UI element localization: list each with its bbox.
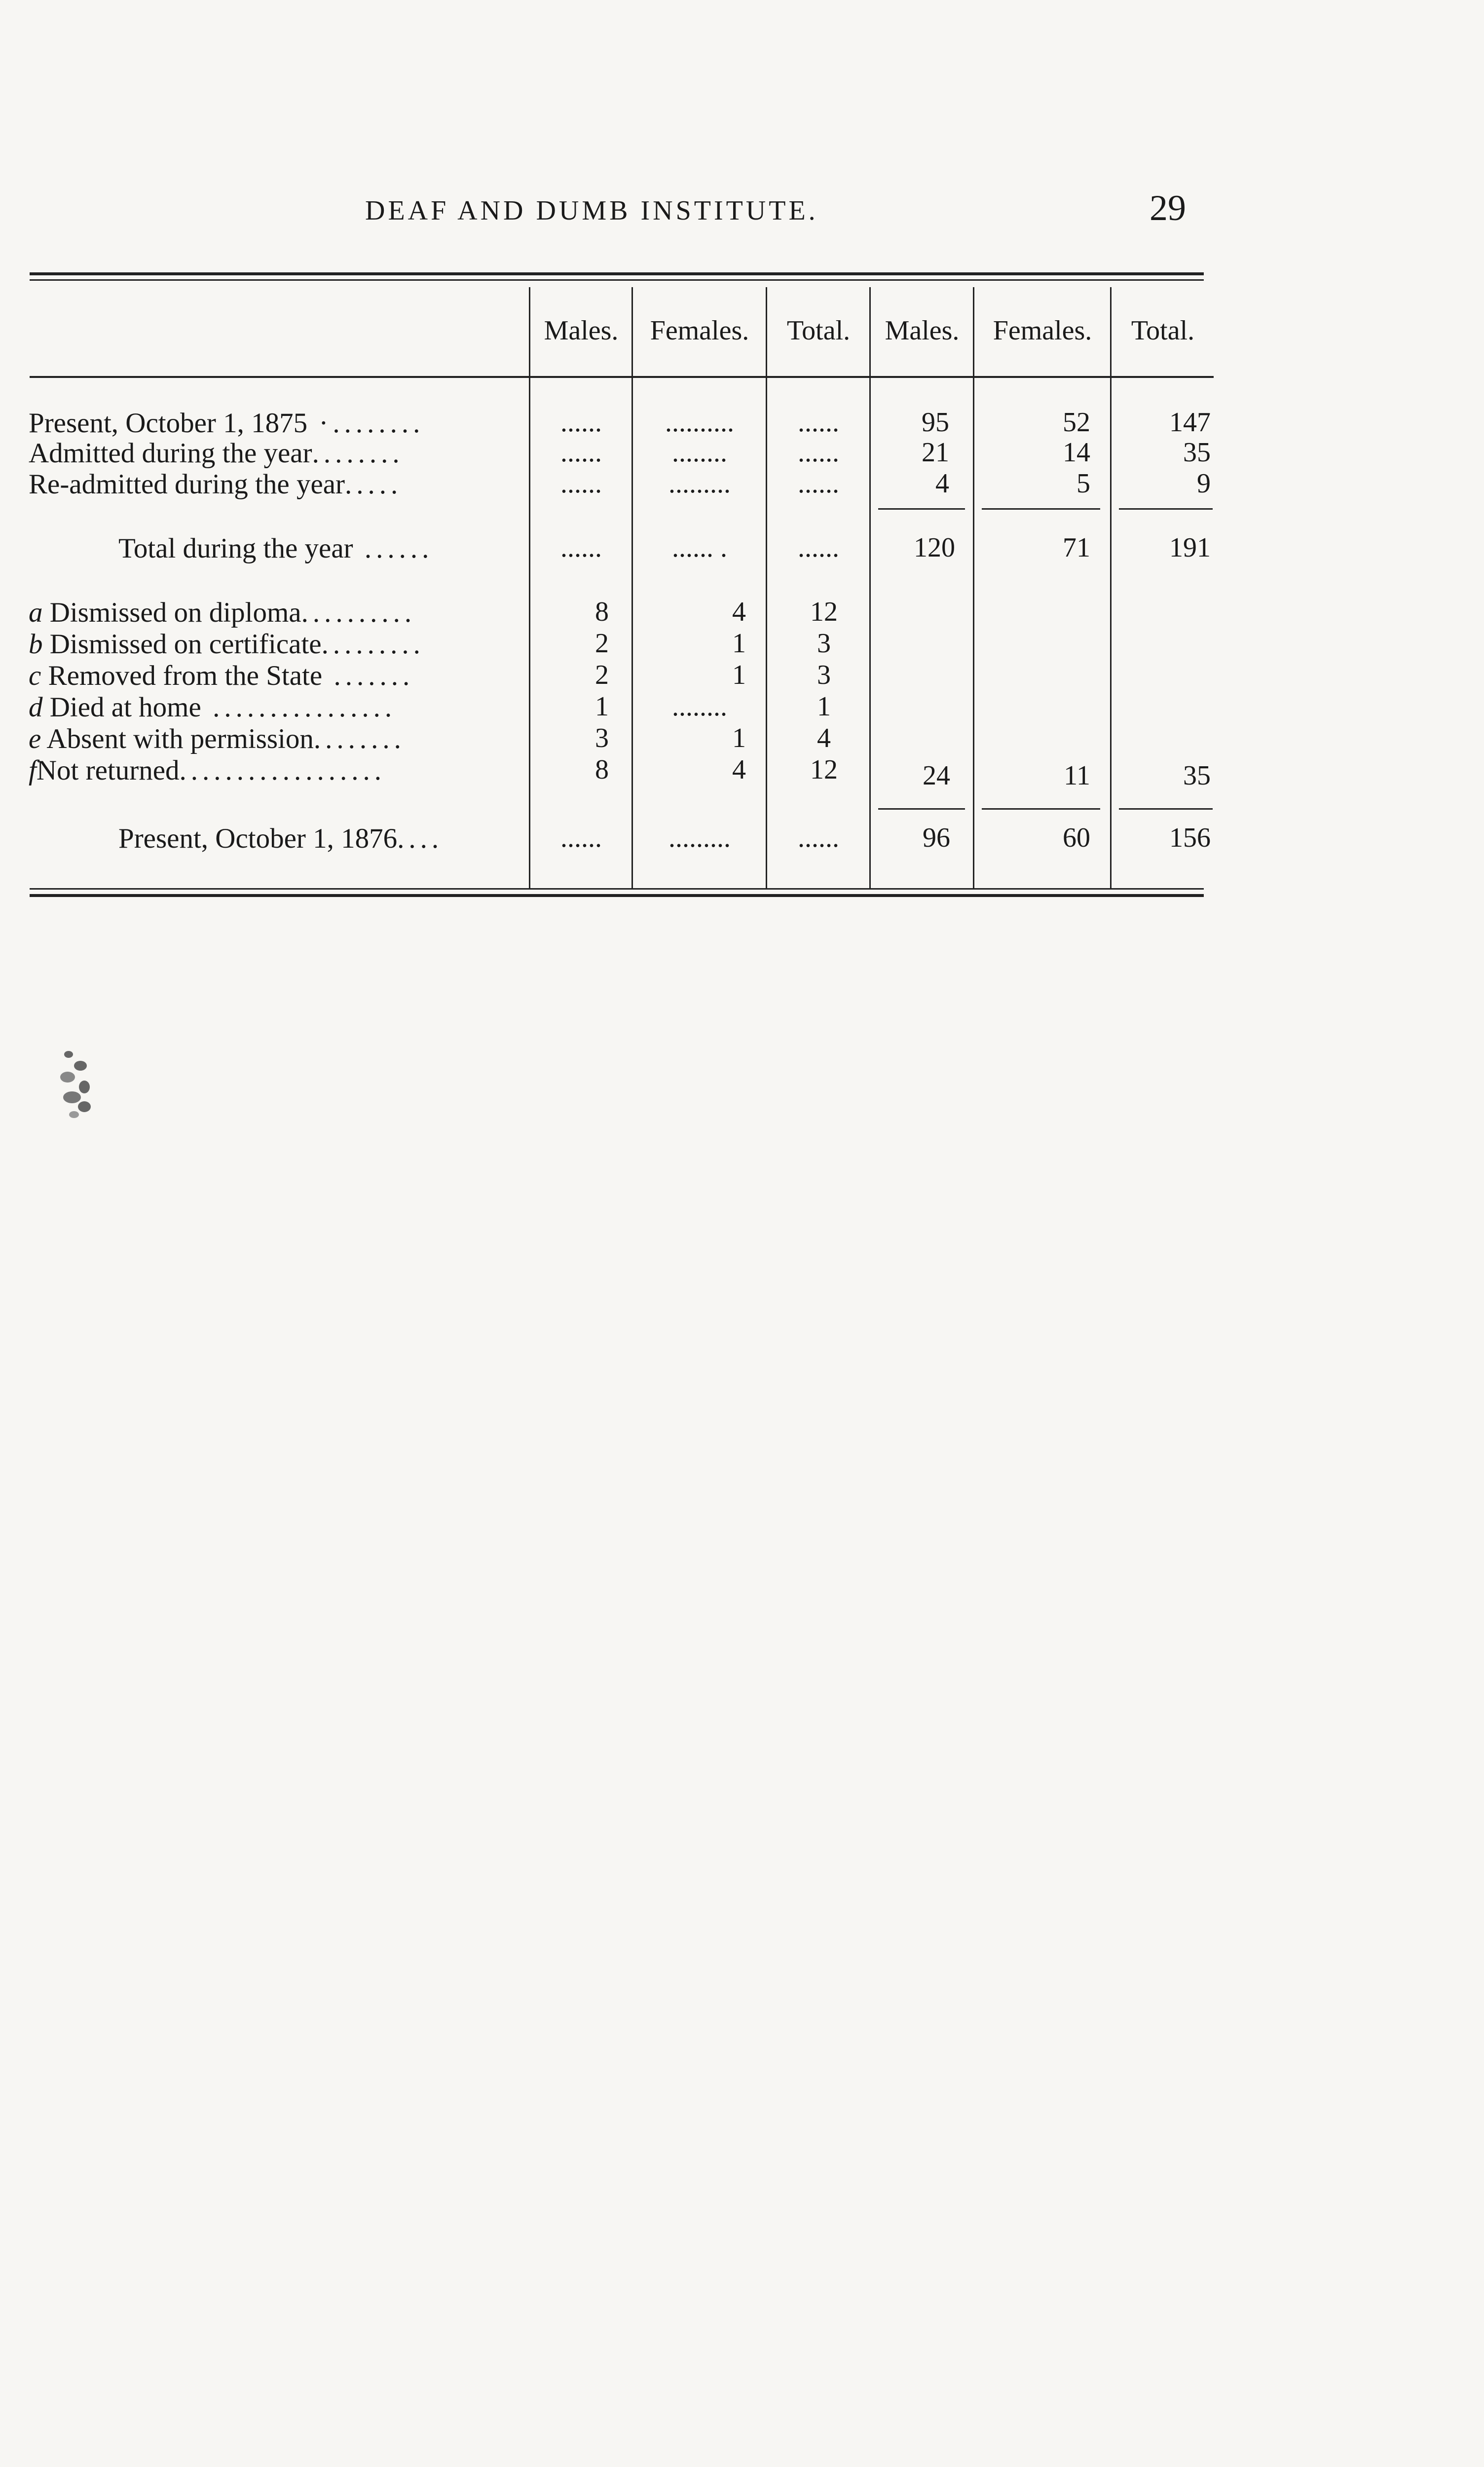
table-cell: ...... . xyxy=(672,532,727,563)
final-subtotal-rule xyxy=(1119,808,1213,810)
table-row-label: Total during the year ...... xyxy=(118,533,434,564)
table-cell: 3 xyxy=(595,723,609,753)
table-cell: ........ xyxy=(672,691,727,722)
table-cell: 71 xyxy=(1063,532,1090,563)
table-cell: 4 xyxy=(732,597,746,627)
table-cell: ...... xyxy=(560,532,602,563)
running-header-title: DEAF AND DUMB INSTITUTE. xyxy=(365,195,818,226)
table-cell: 1 xyxy=(595,691,609,722)
table-cell: 21 xyxy=(922,437,949,468)
table-cell: 24 xyxy=(923,760,950,791)
final-subtotal-rule xyxy=(878,808,965,810)
table-cell: 5 xyxy=(1076,468,1090,499)
column-header-total-2: Total. xyxy=(1131,315,1195,346)
header-underline xyxy=(30,376,1214,378)
table-row-label: Present, October 1, 1875 ·........ xyxy=(29,408,425,439)
table-cell: 52 xyxy=(1063,407,1090,438)
table-cell: ...... xyxy=(798,437,839,468)
table-cell: 4 xyxy=(817,723,831,753)
subtotal-rule xyxy=(878,508,965,510)
table-cell: 35 xyxy=(1183,437,1211,468)
table-cell: ...... xyxy=(798,532,839,563)
table-cell: ...... xyxy=(798,468,839,499)
table-row-label: c Removed from the State ....... xyxy=(29,660,414,691)
table-row-label: d Died at home ................ xyxy=(29,692,397,723)
table-cell: ......... xyxy=(668,468,731,499)
table-cell: 4 xyxy=(935,468,949,499)
table-row-label: Admitted during the year........ xyxy=(29,438,404,469)
bottom-double-rule-lower xyxy=(30,894,1204,897)
table-cell: .......... xyxy=(665,407,734,438)
table-cell: 9 xyxy=(1197,468,1211,499)
table-row-label: b Dismissed on certificate......... xyxy=(29,629,425,660)
table-cell: 3 xyxy=(817,660,831,690)
column-header-females: Females. xyxy=(650,315,749,346)
table-cell: 11 xyxy=(1064,760,1090,791)
table-cell: 1 xyxy=(732,660,746,690)
table-cell: ...... xyxy=(560,407,602,438)
table-row-label: e Absent with permission........ xyxy=(29,723,406,754)
top-double-rule-upper xyxy=(30,272,1204,275)
table-cell: 120 xyxy=(914,532,955,563)
table-cell: 96 xyxy=(923,822,950,853)
table-cell: 8 xyxy=(595,754,609,785)
table-cell: 156 xyxy=(1169,822,1211,853)
table-cell: 12 xyxy=(810,597,838,627)
column-header-males-2: Males. xyxy=(885,315,960,346)
table-cell: 191 xyxy=(1169,532,1211,563)
table-cell: ...... xyxy=(798,822,839,853)
table-cell: 3 xyxy=(817,628,831,659)
bottom-double-rule-upper xyxy=(30,888,1204,890)
table-cell: 1 xyxy=(817,691,831,722)
table-cell: 4 xyxy=(732,754,746,785)
table-cell: 2 xyxy=(595,660,609,690)
final-subtotal-rule xyxy=(982,808,1100,810)
table-cell: 95 xyxy=(922,407,949,438)
column-header-females-2: Females. xyxy=(993,315,1092,346)
table-cell: ...... xyxy=(560,468,602,499)
table-cell: 14 xyxy=(1063,437,1090,468)
table-cell: ...... xyxy=(560,437,602,468)
table-cell: ...... xyxy=(798,407,839,438)
column-header-total: Total. xyxy=(786,315,851,346)
table-cell: ...... xyxy=(560,822,602,853)
column-header-males: Males. xyxy=(544,315,619,346)
table-cell: 1 xyxy=(732,723,746,753)
table-cell: 2 xyxy=(595,628,609,659)
table-row-label: a Dismissed on diploma.......... xyxy=(29,597,416,628)
table-row-label: fNot returned.................. xyxy=(29,755,386,786)
table-cell: ........ xyxy=(672,437,727,468)
table-cell: 60 xyxy=(1063,822,1090,853)
page-number: 29 xyxy=(1150,188,1186,228)
table-row-label: Present, October 1, 1876.... xyxy=(118,823,444,854)
subtotal-rule xyxy=(1119,508,1213,510)
table-cell: 35 xyxy=(1183,760,1211,791)
table-cell: 1 xyxy=(732,628,746,659)
table-cell: 12 xyxy=(810,754,838,785)
table-cell: 147 xyxy=(1169,407,1211,438)
table-cell: 8 xyxy=(595,597,609,627)
table-row-label: Re-admitted during the year..... xyxy=(29,469,403,500)
subtotal-rule xyxy=(982,508,1100,510)
table-cell: ......... xyxy=(668,822,731,853)
top-double-rule-lower xyxy=(30,279,1204,281)
ink-smudge xyxy=(54,1046,99,1125)
